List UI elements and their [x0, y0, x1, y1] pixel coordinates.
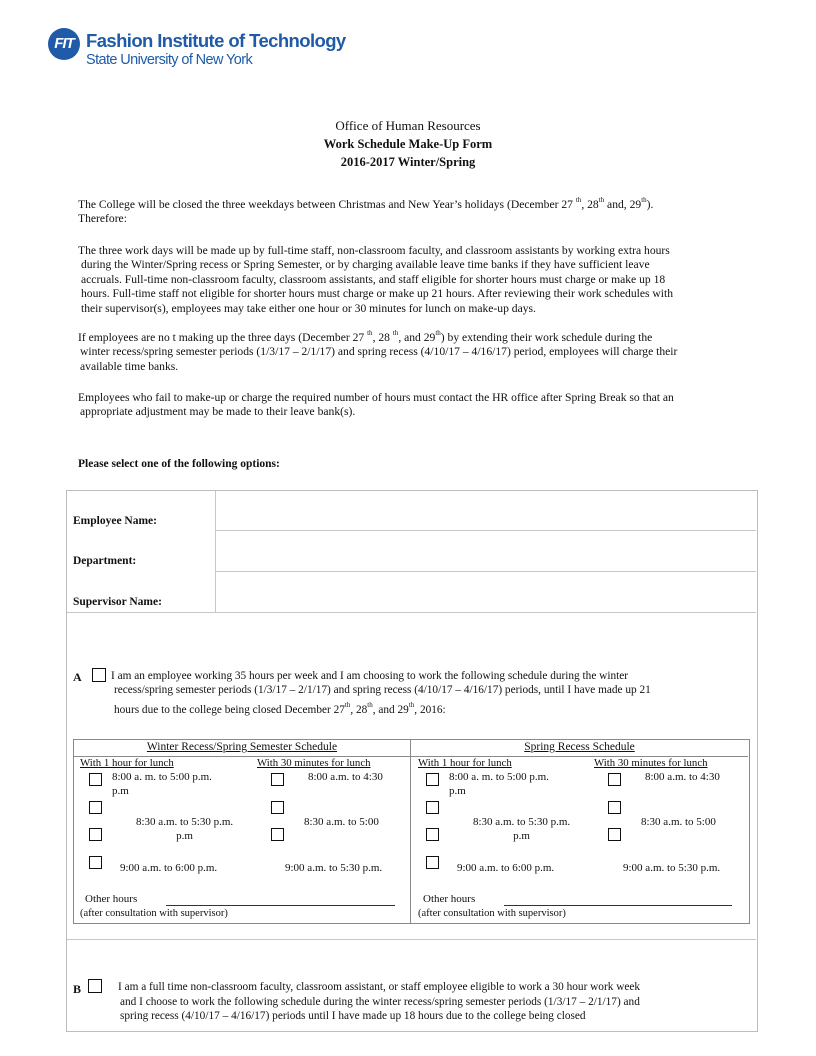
winter-1h-9am-checkbox[interactable]	[89, 856, 102, 869]
winter-1h-8am-checkbox[interactable]	[89, 773, 102, 786]
spring-1h-blank-checkbox[interactable]	[426, 801, 439, 814]
row-line	[216, 571, 756, 572]
option-a-letter: A	[73, 670, 82, 684]
form-title: Work Schedule Make-Up Form	[323, 137, 493, 151]
department-label: Department:	[73, 555, 137, 567]
employee-name-field[interactable]	[216, 491, 756, 529]
intro-paragraph-3: If employees are no t making up the three days (December 27 $^{th}$, 28 $^{th}$, and 29th) by extending their work schedule during the winter recess/spring semester periods (1/3/17 – 2/1/17) and spring recess (4/10/17 – 4/16/17) period, employees will charge their available time banks.	[78, 329, 678, 373]
spring-1h-8am-checkbox[interactable]	[426, 773, 439, 786]
winter-30-8am-label: 8:00 a.m. to 4:30	[308, 771, 383, 783]
winter-other-hours-line[interactable]	[166, 905, 395, 906]
spring-30-830-checkbox[interactable]	[608, 828, 621, 841]
select-prompt: Please select one of the following options:	[78, 458, 280, 470]
spring-1h-8am-label: 8:00 a. m. to 5:00 p.m. p.m	[449, 771, 549, 797]
winter-lunch-30-head: With 30 minutes for lunch	[257, 757, 371, 769]
option-a-checkbox[interactable]	[92, 668, 106, 682]
spring-30-blank-checkbox[interactable]	[608, 801, 621, 814]
spring-30-8am-checkbox[interactable]	[608, 773, 621, 786]
logo-subtitle: State University of New York	[86, 52, 253, 68]
winter-1h-blank-checkbox[interactable]	[89, 801, 102, 814]
winter-30-9am-label: 9:00 a.m. to 5:30 p.m.	[285, 862, 383, 874]
spring-1h-9am-label: 9:00 a.m. to 6:00 p.m.	[457, 862, 555, 874]
intro-paragraph-2: The three work days will be made up by full-time staff, non-classroom faculty, and classroom assistants by working extra hours during the Winter/Spring recess or Spring Semester, or by charging available leave time banks if they have sufficient leave accruals. Full-time non-classroom faculty, classroom assistants, and staff eligible for shorter hours must charge or make up 18 hours. Full-time staff not eligible for shorter hours must charge or make up 21 hours. After reviewing their work schedules with their supervisor(s), employees may take either one hour or 30 minutes for lunch on make-up days.	[78, 244, 674, 315]
option-a-text: I am an employee working 35 hours per week and I am choosing to work the following schedule during the winter recess/spring semester periods (1/3/17 – 2/1/17) and spring recess (4/10/17 – 4/16/17) periods, until I have made up 21 hours due to the college being closed December 27th, 28th, and 29th, 2016:	[111, 670, 651, 716]
option-b-text: I am a full time non-classroom faculty, classroom assistant, or staff employee eligible to work a 30 hour work week and I choose to work the following schedule during the winter recess/spring semester periods (1/3/17 – 2/1/17) and spring recess (4/10/17 – 4/16/17) periods until I have made up 18 hours due to the college being closed	[118, 981, 641, 1023]
spring-30-8am-label: 8:00 a.m. to 4:30	[645, 771, 720, 783]
intro-paragraph-4: Employees who fail to make-up or charge the required number of hours must contact the HR office after Spring Break so that an appropriate adjustment may be made to their leave bank(s).	[78, 391, 674, 419]
spring-lunch-30-head: With 30 minutes for lunch	[594, 757, 708, 769]
spring-other-hours-label: Other hours	[423, 893, 476, 905]
spring-1h-830-label: 8:30 a.m. to 5:30 p.m. p.m	[473, 816, 571, 842]
supervisor-name-field[interactable]	[216, 573, 756, 611]
spring-1h-830-checkbox[interactable]	[426, 828, 439, 841]
winter-other-hours-label: Other hours	[85, 893, 138, 905]
winter-30-blank-checkbox[interactable]	[271, 801, 284, 814]
intro-paragraph-1: The College will be closed the three weekdays between Christmas and New Year’s holidays (December 27 $^{th}$, 28th and, 29th). Therefore:	[78, 196, 654, 226]
option-b-letter: B	[73, 982, 82, 996]
winter-1h-9am-label: 9:00 a.m. to 6:00 p.m.	[120, 862, 218, 874]
fit-logo-mark: FIT	[48, 28, 80, 60]
term-title: 2016-2017 Winter/Spring	[340, 155, 476, 169]
row-line	[67, 612, 756, 613]
winter-lunch-1h-head: With 1 hour for lunch	[80, 757, 174, 769]
spring-30-830-label: 8:30 a.m. to 5:00	[641, 816, 716, 828]
supervisor-name-label: Supervisor Name:	[73, 596, 162, 608]
spring-30-9am-label: 9:00 a.m. to 5:30 p.m.	[623, 862, 721, 874]
winter-schedule-title: Winter Recess/Spring Semester Schedule	[146, 741, 338, 753]
spring-1h-9am-checkbox[interactable]	[426, 856, 439, 869]
employee-name-label: Employee Name:	[73, 515, 157, 527]
department-field[interactable]	[216, 532, 756, 570]
winter-consult-note: (after consultation with supervisor)	[80, 908, 228, 919]
winter-30-830-label: 8:30 a.m. to 5:00	[304, 816, 379, 828]
winter-30-8am-checkbox[interactable]	[271, 773, 284, 786]
spring-schedule-title: Spring Recess Schedule	[524, 741, 635, 753]
office-title: Office of Human Resources	[335, 118, 481, 133]
spring-lunch-1h-head: With 1 hour for lunch	[418, 757, 512, 769]
row-line	[67, 939, 756, 940]
logo-institution-name: Fashion Institute of Technology	[86, 30, 346, 51]
row-line	[216, 530, 756, 531]
option-b-checkbox[interactable]	[88, 979, 102, 993]
winter-1h-830-label: 8:30 a.m. to 5:30 p.m. p.m	[136, 816, 234, 842]
spring-consult-note: (after consultation with supervisor)	[418, 908, 566, 919]
winter-30-830-checkbox[interactable]	[271, 828, 284, 841]
spring-other-hours-line[interactable]	[504, 905, 732, 906]
schedule-divider	[410, 740, 411, 923]
winter-1h-8am-label: 8:00 a. m. to 5:00 p.m. p.m	[112, 771, 212, 797]
winter-1h-830-checkbox[interactable]	[89, 828, 102, 841]
